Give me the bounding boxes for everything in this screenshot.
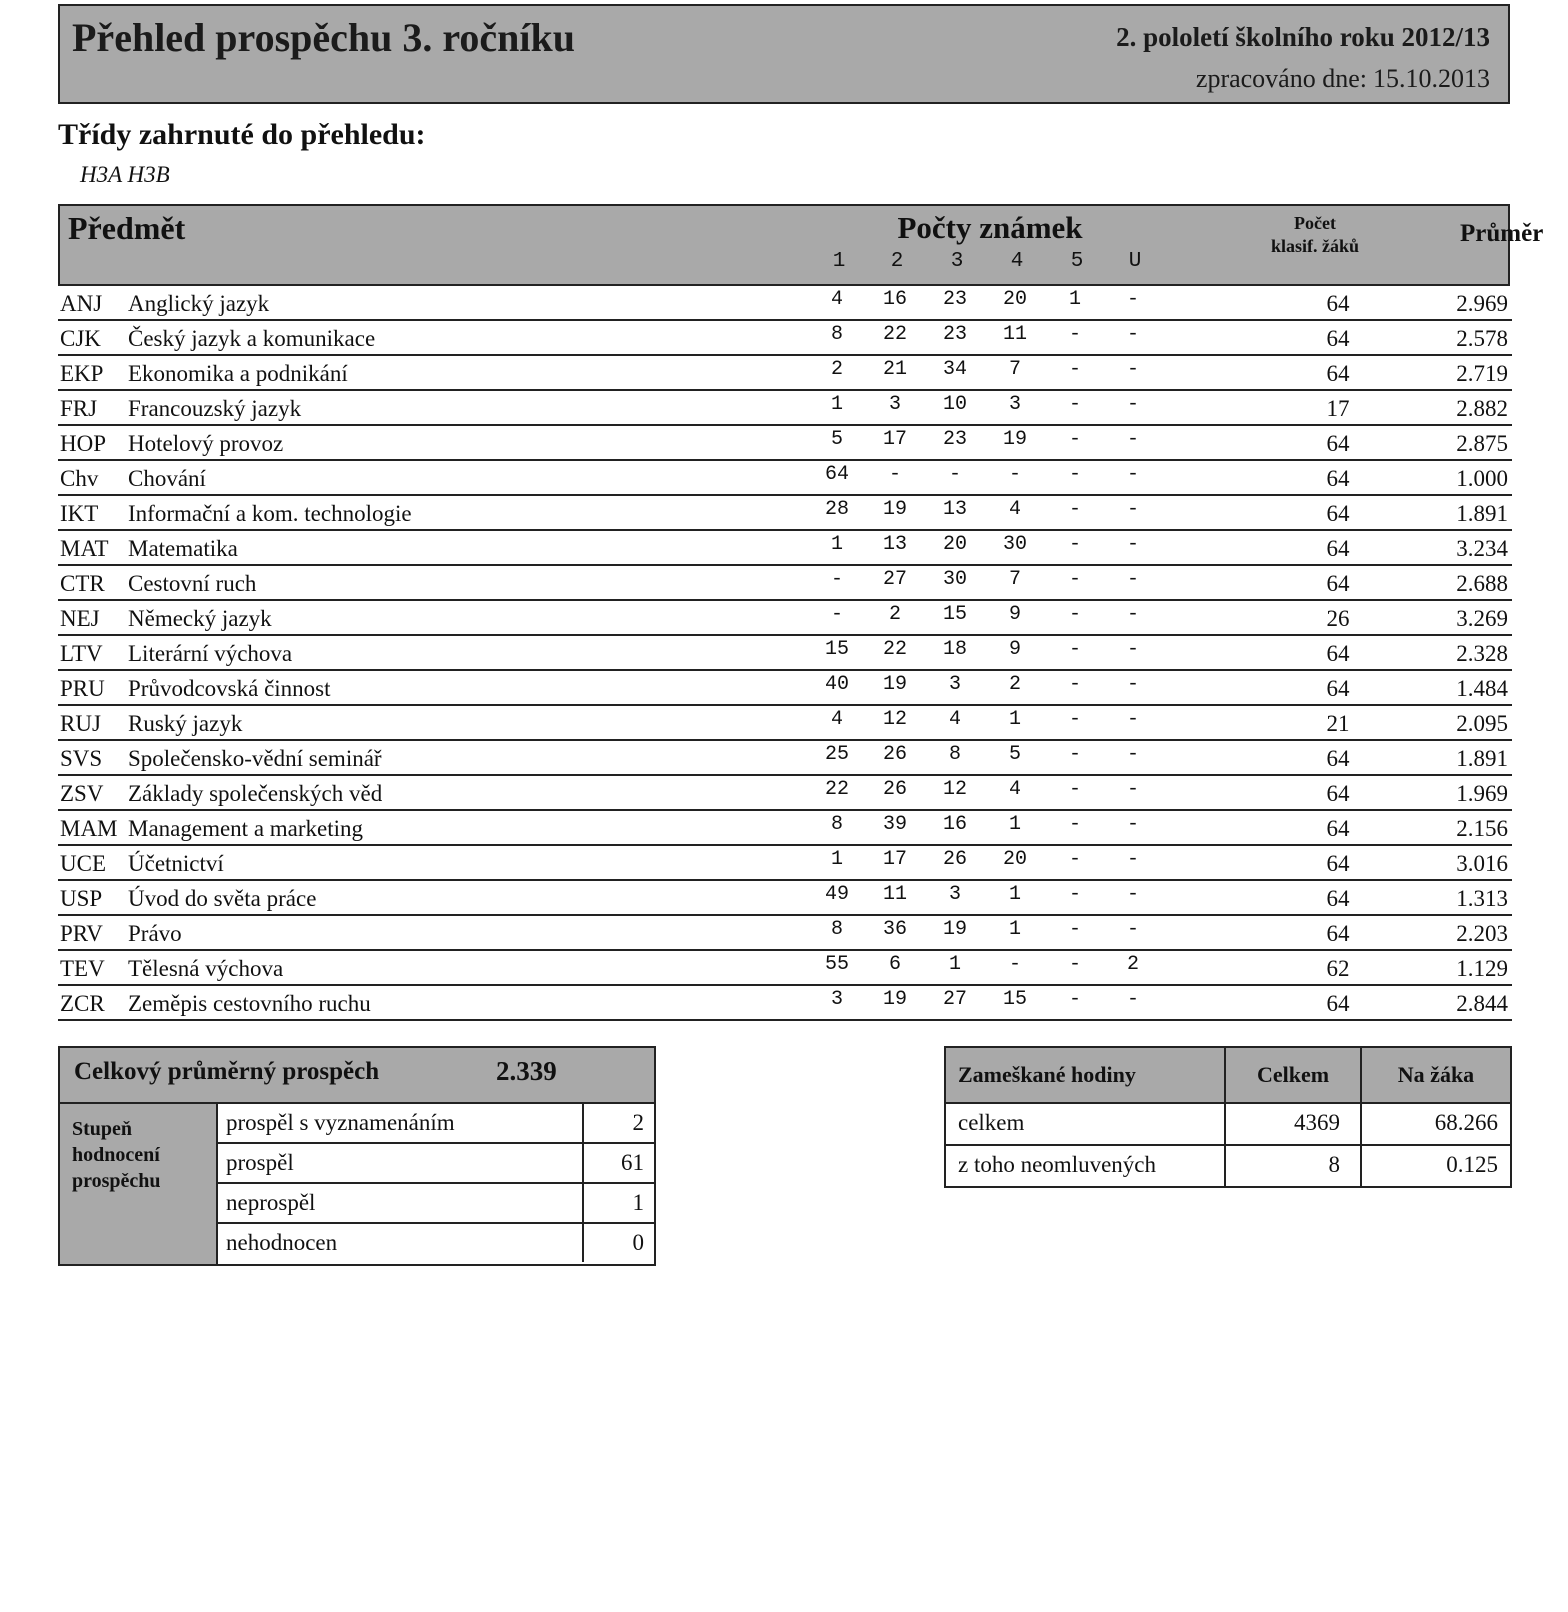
grade-3-count: 3 [948,673,961,696]
subject-code: ZCR [60,991,105,1016]
grade-2-count: 2 [888,603,901,626]
grade-4-count: 9 [1008,603,1021,626]
subject-code: RUJ [60,711,101,736]
grade-1-count: 55 [824,953,849,976]
table-row [58,846,1512,881]
subject-name: Hotelový provoz [128,431,284,456]
grade-u-count: - [1126,918,1139,941]
grade-1-count: 49 [824,883,849,906]
subject-code: ZSV [60,781,104,806]
grade-5-count: - [1068,638,1081,661]
subject-code: MAM [60,816,118,841]
subject-average: 2.719 [1456,361,1508,386]
subject-code: Chv [60,466,99,491]
subject-name: Informační a kom. technologie [128,501,412,526]
grade-3-count: 23 [942,428,967,451]
subject-code: IKT [60,501,99,526]
grade-2-count: 16 [882,288,907,311]
subject-average: 1.129 [1456,956,1508,981]
subject-average: 1.484 [1456,676,1508,701]
grade-1-count: 8 [830,323,843,346]
grade-u-count: 2 [1126,953,1139,976]
subject-code: CJK [60,326,101,351]
subject-code: UCE [60,851,106,876]
grade-4-count: 3 [1008,393,1021,416]
grade-4-count: 7 [1008,568,1021,591]
subject-average: 1.891 [1456,746,1508,771]
subject-name: Management a marketing [128,816,364,841]
grade-u-count: - [1126,288,1139,311]
subject-name: Účetnictví [128,851,224,876]
table-row [58,286,1512,321]
absences-header-total: Celkem [1224,1048,1360,1102]
summary-row-label: neprospěl [226,1190,316,1215]
table-row [58,601,1512,636]
table-row [58,321,1512,356]
pupils-column-header [1240,212,1390,258]
grade-2-count: - [888,463,901,486]
grade-5-count: - [1068,463,1081,486]
summary-row-value: 2 [582,1104,654,1142]
subject-code: MAT [60,536,109,561]
subject-name: Průvodcovská činnost [128,676,331,701]
grade-2-count: 13 [882,533,907,556]
grade-2-count: 3 [888,393,901,416]
grade-1-count: 5 [830,428,843,451]
overall-average-value: 2.339 [496,1056,557,1086]
grade-3-count: 1 [948,953,961,976]
subject-code: PRV [60,921,103,946]
summary-row-value: 0 [582,1224,654,1262]
grade-counts-header: Počty známek [897,210,1083,245]
grade-3-count: 8 [948,743,961,766]
subject-name: Matematika [128,536,238,561]
grade-5-count: - [1068,778,1081,801]
grade-3-count: 3 [948,883,961,906]
grade-3-count: 18 [942,638,967,661]
grade-2-count: 22 [882,638,907,661]
grade-5-count: - [1068,708,1081,731]
table-row [58,986,1512,1021]
grade-3-header: 3 [950,250,964,273]
classes-list: H3A H3B [80,162,170,187]
subject-average: 2.875 [1456,431,1508,456]
grade-5-count: - [1068,428,1081,451]
table-row [58,916,1512,951]
absences-header [946,1048,1510,1104]
grade-u-count: - [1126,358,1139,381]
classified-pupils: 64 [1326,921,1350,946]
grade-u-count: - [1126,883,1139,906]
subject-name: Chování [128,466,206,491]
grade-5-count: - [1068,603,1081,626]
subject-code: EKP [60,361,104,386]
grade-u-count: - [1126,603,1139,626]
grade-3-count: 30 [942,568,967,591]
subject-code: CTR [60,571,105,596]
grade-1-count: 64 [824,463,849,486]
subject-code: LTV [60,641,103,666]
absences-row [946,1104,1510,1146]
grade-4-count: 2 [1008,673,1021,696]
classified-pupils: 64 [1326,501,1350,526]
evaluation-level-label: Stupeň hodnocení prospěchu [72,1118,161,1192]
processed-label: zpracováno dne: [1195,64,1367,93]
table-row [58,741,1512,776]
classified-pupils: 64 [1326,851,1350,876]
grade-2-count: 17 [882,428,907,451]
subject-average: 2.969 [1456,291,1508,316]
absences-row [946,1146,1510,1186]
classified-pupils: 17 [1326,396,1350,421]
subject-code: SVS [60,746,103,771]
subject-name: Anglický jazyk [128,291,270,316]
grade-4-count: 19 [1002,428,1027,451]
grade-u-count: - [1126,988,1139,1011]
subject-name: Český jazyk a komunikace [128,326,376,351]
subject-name: Literární výchova [128,641,293,666]
grade-3-count: 19 [942,918,967,941]
subject-name: Základy společenských věd [128,781,383,806]
summary-row [218,1224,654,1262]
grade-3-count: 34 [942,358,967,381]
classified-pupils: 62 [1326,956,1350,981]
classified-pupils: 21 [1326,711,1350,736]
table-row [58,881,1512,916]
table-row [58,531,1512,566]
grade-1-count: 40 [824,673,849,696]
grade-2-count: 36 [882,918,907,941]
grade-1-count: 22 [824,778,849,801]
grade-u-header: U [1128,250,1142,273]
grade-1-count: 4 [830,708,843,731]
subject-name: Tělesná výchova [128,956,284,981]
subject-average: 2.688 [1456,571,1508,596]
classified-pupils: 64 [1326,991,1350,1016]
subject-average: 1.969 [1456,781,1508,806]
average-column-header: Průměr [1460,220,1544,247]
absences-row-per-pupil: 68.266 [1360,1104,1510,1144]
subject-code: TEV [60,956,105,981]
grade-1-count: - [830,568,843,591]
grade-1-count: 8 [830,813,843,836]
grade-5-count: - [1068,918,1081,941]
grade-3-count: 10 [942,393,967,416]
classified-pupils: 26 [1326,606,1350,631]
report-period: 2. pololetí školního roku 2012/13 [1116,22,1490,52]
grade-5-count: - [1068,883,1081,906]
subject-average: 3.269 [1456,606,1508,631]
grade-4-count: 20 [1002,848,1027,871]
grade-u-count: - [1126,428,1139,451]
subject-average: 1.000 [1456,466,1508,491]
grade-4-count: 1 [1008,918,1021,941]
grade-4-count: 11 [1002,323,1027,346]
grade-1-count: 15 [824,638,849,661]
grade-2-count: 19 [882,988,907,1011]
grade-1-count: 8 [830,918,843,941]
grade-1-count: 25 [824,743,849,766]
grade-4-count: 4 [1008,498,1021,521]
absences-row-total: 4369 [1224,1104,1360,1144]
grade-1-count: 1 [830,393,843,416]
pupils-header-line1: Počet [1294,213,1336,233]
grade-2-count: 6 [888,953,901,976]
classified-pupils: 64 [1326,291,1350,316]
grade-u-count: - [1126,813,1139,836]
table-row [58,636,1512,671]
absences-row-per-pupil: 0.125 [1360,1146,1510,1186]
grade-4-count: 1 [1008,883,1021,906]
grade-3-count: 15 [942,603,967,626]
grade-u-count: - [1126,778,1139,801]
grade-2-count: 21 [882,358,907,381]
classified-pupils: 64 [1326,676,1350,701]
grade-1-count: 28 [824,498,849,521]
grade-3-count: 13 [942,498,967,521]
subject-average: 2.095 [1456,711,1508,736]
grade-2-count: 26 [882,778,907,801]
grade-4-count: 1 [1008,708,1021,731]
report-header [58,4,1510,104]
grade-5-count: - [1068,533,1081,556]
classified-pupils: 64 [1326,536,1350,561]
table-row [58,706,1512,741]
classified-pupils: 64 [1326,466,1350,491]
subject-average: 3.234 [1456,536,1508,561]
subject-average: 1.313 [1456,886,1508,911]
table-row [58,496,1512,531]
absences-header-label: Zameškané hodiny [958,1062,1136,1087]
grade-5-count: - [1068,673,1081,696]
subject-code: HOP [60,431,107,456]
subject-code: ANJ [60,291,103,316]
grade-4-count: 1 [1008,813,1021,836]
subject-average: 2.328 [1456,641,1508,666]
grade-u-count: - [1126,533,1139,556]
summary-row-value: 61 [582,1144,654,1182]
grade-1-count: 1 [830,533,843,556]
subject-average: 1.891 [1456,501,1508,526]
grade-u-count: - [1126,568,1139,591]
evaluation-level-label-cell [60,1104,218,1264]
summary-row [218,1184,654,1224]
grade-1-count: 2 [830,358,843,381]
grade-3-count: 16 [942,813,967,836]
subject-code: PRU [60,676,105,701]
grade-u-count: - [1126,393,1139,416]
pupils-header-line2: klasif. žáků [1270,236,1360,256]
absences-table [944,1046,1512,1188]
classified-pupils: 64 [1326,816,1350,841]
subject-average: 2.578 [1456,326,1508,351]
subject-name: Německý jazyk [128,606,272,631]
grade-u-count: - [1126,638,1139,661]
grade-4-count: 15 [1002,988,1027,1011]
grade-2-count: 22 [882,323,907,346]
grade-3-count: 23 [942,288,967,311]
classes-heading: Třídy zahrnuté do přehledu: [58,118,426,151]
grade-2-count: 26 [882,743,907,766]
report-title: Přehled prospěchu 3. ročníku [72,15,576,60]
grade-4-count: - [1008,463,1021,486]
absences-header-per-pupil: Na žáka [1360,1048,1510,1102]
summary-row [218,1144,654,1184]
classified-pupils: 64 [1326,781,1350,806]
grade-2-count: 12 [882,708,907,731]
classified-pupils: 64 [1326,571,1350,596]
grade-2-header: 2 [890,250,904,273]
grade-u-count: - [1126,498,1139,521]
grade-2-count: 19 [882,498,907,521]
grade-1-count: - [830,603,843,626]
subject-average: 2.156 [1456,816,1508,841]
subject-average: 3.016 [1456,851,1508,876]
grade-1-header: 1 [832,250,846,273]
processed-date: 15.10.2013 [1373,64,1490,93]
grade-1-count: 1 [830,848,843,871]
table-row [58,356,1512,391]
grades-table-body [58,286,1512,1021]
summary-row-label: prospěl [226,1150,294,1175]
absences-row-total: 8 [1224,1146,1360,1186]
classified-pupils: 64 [1326,886,1350,911]
grade-5-header: 5 [1070,250,1084,273]
grade-5-count: - [1068,953,1081,976]
table-row [58,566,1512,601]
subject-name: Ekonomika a podnikání [128,361,348,386]
grade-4-count: - [1008,953,1021,976]
subject-name: Právo [128,921,182,946]
grade-4-count: 30 [1002,533,1027,556]
grade-3-count: 4 [948,708,961,731]
summary-row-label: nehodnocen [226,1230,338,1255]
grade-2-count: 39 [882,813,907,836]
absences-row-label: z toho neomluvených [958,1152,1157,1177]
grade-4-count: 7 [1008,358,1021,381]
classified-pupils: 64 [1326,361,1350,386]
grade-5-count: - [1068,498,1081,521]
grade-5-count: - [1068,393,1081,416]
grade-2-count: 19 [882,673,907,696]
classified-pupils: 64 [1326,746,1350,771]
subject-average: 2.844 [1456,991,1508,1016]
subject-column-header: Předmět [68,210,186,246]
grade-5-count: - [1068,568,1081,591]
summary-row [218,1104,654,1144]
subject-average: 2.882 [1456,396,1508,421]
table-row [58,461,1512,496]
grade-4-header: 4 [1010,250,1024,273]
table-row [58,391,1512,426]
table-row [58,776,1512,811]
subject-name: Cestovní ruch [128,571,257,596]
grade-u-count: - [1126,848,1139,871]
grade-4-count: 9 [1008,638,1021,661]
grade-5-count: - [1068,323,1081,346]
grade-5-count: - [1068,358,1081,381]
grade-u-count: - [1126,708,1139,731]
overall-average-header [60,1048,654,1104]
subject-code: FRJ [60,396,98,421]
subject-name: Francouzský jazyk [128,396,302,421]
absences-row-label: celkem [958,1110,1025,1135]
subject-code: NEJ [60,606,100,631]
summary-row-label: prospěl s vyznamenáním [226,1110,455,1135]
grade-1-count: 4 [830,288,843,311]
grade-4-count: 5 [1008,743,1021,766]
processed-date-line [1190,64,1490,94]
subject-average: 2.203 [1456,921,1508,946]
subject-name: Úvod do světa práce [128,886,317,911]
grade-2-count: 17 [882,848,907,871]
subject-name: Zeměpis cestovního ruchu [128,991,371,1016]
grade-2-count: 27 [882,568,907,591]
overall-summary-table [58,1046,656,1266]
summary-row-value: 1 [582,1184,654,1222]
table-row [58,426,1512,461]
table-row [58,671,1512,706]
grade-u-count: - [1126,743,1139,766]
grade-5-count: - [1068,848,1081,871]
overall-average-label: Celkový průměrný prospěch [74,1058,380,1085]
grade-3-count: 20 [942,533,967,556]
grade-3-count: 12 [942,778,967,801]
grade-3-count: - [948,463,961,486]
classified-pupils: 64 [1326,641,1350,666]
grade-4-count: 4 [1008,778,1021,801]
grade-u-count: - [1126,463,1139,486]
grade-3-count: 27 [942,988,967,1011]
classified-pupils: 64 [1326,431,1350,456]
grades-table-header [58,204,1544,286]
table-row [58,811,1512,846]
grade-5-count: - [1068,813,1081,836]
table-row [58,951,1512,986]
grade-5-count: - [1068,743,1081,766]
grade-2-count: 11 [882,883,907,906]
grade-u-count: - [1126,673,1139,696]
grade-5-count: 1 [1068,288,1081,311]
classified-pupils: 64 [1326,326,1350,351]
grade-3-count: 26 [942,848,967,871]
grade-1-count: 3 [830,988,843,1011]
grade-5-count: - [1068,988,1081,1011]
grade-4-count: 20 [1002,288,1027,311]
grade-3-count: 23 [942,323,967,346]
subject-name: Společensko-vědní seminář [128,746,382,771]
subject-code: USP [60,886,103,911]
grade-u-count: - [1126,323,1139,346]
subject-name: Ruský jazyk [128,711,243,736]
